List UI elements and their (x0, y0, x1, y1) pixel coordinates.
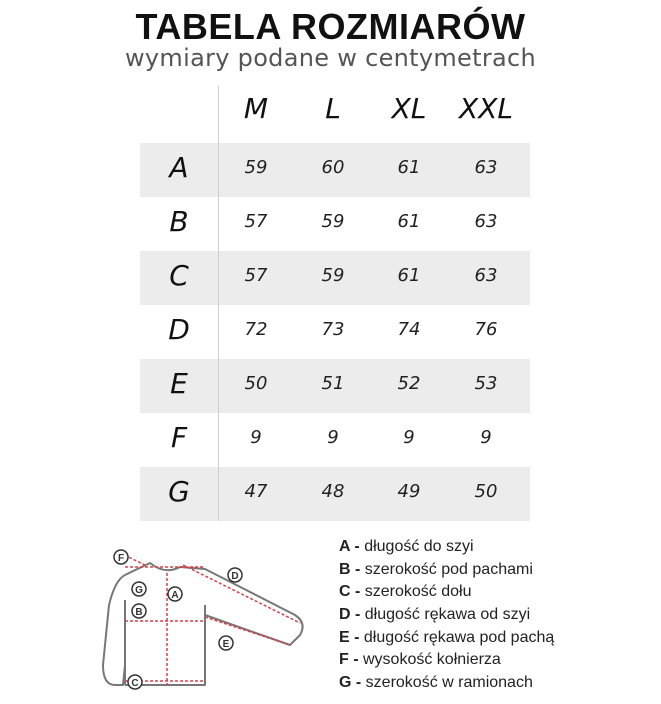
svg-text:F: F (117, 553, 125, 564)
page-title: TABELA ROZMIARÓW (135, 6, 526, 47)
table-cell: 63 (474, 211, 498, 232)
table-cell: 47 (244, 481, 268, 502)
column-header-xxl: XXL (459, 92, 513, 125)
page-subtitle: wymiary podane w centymetrach (124, 44, 537, 72)
table-cell: 9 (480, 427, 492, 448)
row-label: C (169, 259, 189, 292)
legend-item: F - wysokość kołnierza (339, 651, 501, 669)
svg-text:A: A (171, 590, 179, 601)
body-outline (125, 563, 303, 685)
table-cell: 48 (321, 481, 345, 502)
table-cell: 51 (321, 373, 345, 394)
table-row (140, 197, 530, 251)
svg-text:B: B (135, 607, 143, 618)
sweater-diagram (95, 545, 320, 700)
svg-text:C: C (131, 678, 139, 689)
legend-item: B - szerokość pod pachami (339, 560, 533, 578)
legend (339, 538, 554, 697)
table-cell: 73 (321, 319, 345, 340)
legend-item: G - szerokość w ramionach (339, 674, 533, 692)
table-row (140, 467, 530, 521)
legend-item: A - długość do szyi (339, 538, 474, 555)
table-cell: 9 (327, 427, 339, 448)
table-row (140, 251, 530, 305)
table-cell: 59 (244, 157, 268, 178)
marker-e-icon (219, 636, 233, 650)
marker-g-icon (132, 582, 146, 596)
svg-text:D: D (231, 571, 239, 582)
table-cell: 59 (321, 265, 345, 286)
table-row (140, 143, 530, 197)
row-label: F (170, 421, 188, 454)
column-header-xl: XL (391, 92, 427, 125)
legend-item: E - długość rękawa pod pachą (339, 628, 555, 646)
column-header-m: M (243, 92, 269, 125)
table-cell: 61 (397, 157, 421, 178)
table-cell: 63 (474, 157, 498, 178)
table-cell: 53 (474, 373, 498, 394)
marker-a-icon (168, 587, 182, 601)
marker-f-icon (114, 550, 128, 564)
table-row (140, 359, 530, 413)
table-cell: 63 (474, 265, 498, 286)
table-cell: 52 (397, 373, 421, 394)
table-cell: 50 (244, 373, 268, 394)
table-cell: 57 (244, 211, 268, 232)
table-cell: 57 (244, 265, 268, 286)
left-sleeve-outline (103, 575, 125, 685)
table-cell: 74 (397, 319, 421, 340)
table-cell: 9 (403, 427, 415, 448)
table-cell: 76 (474, 319, 498, 340)
row-label: E (170, 367, 188, 400)
row-label: D (168, 313, 190, 346)
marker-d-icon (228, 568, 242, 582)
marker-c-icon (128, 675, 142, 689)
row-label: A (169, 151, 189, 184)
row-label: G (168, 475, 190, 508)
table-cell: 72 (244, 319, 268, 340)
marker-b-icon (132, 604, 146, 618)
svg-text:E: E (222, 639, 230, 650)
row-label: B (169, 205, 189, 238)
table-row (140, 413, 530, 467)
svg-text:G: G (135, 585, 143, 596)
table-cell: 61 (397, 211, 421, 232)
table-cell: 49 (397, 481, 421, 502)
table-row (140, 305, 530, 359)
table-cell: 9 (250, 427, 262, 448)
legend-item: D - długość rękawa od szyi (339, 606, 531, 624)
table-cell: 59 (321, 211, 345, 232)
legend-item: C - szerokość dołu (339, 583, 472, 601)
column-header-l: L (325, 92, 341, 125)
table-cell: 61 (397, 265, 421, 286)
table-cell: 50 (474, 481, 498, 502)
table-cell: 60 (321, 157, 345, 178)
table-divider (218, 86, 219, 521)
